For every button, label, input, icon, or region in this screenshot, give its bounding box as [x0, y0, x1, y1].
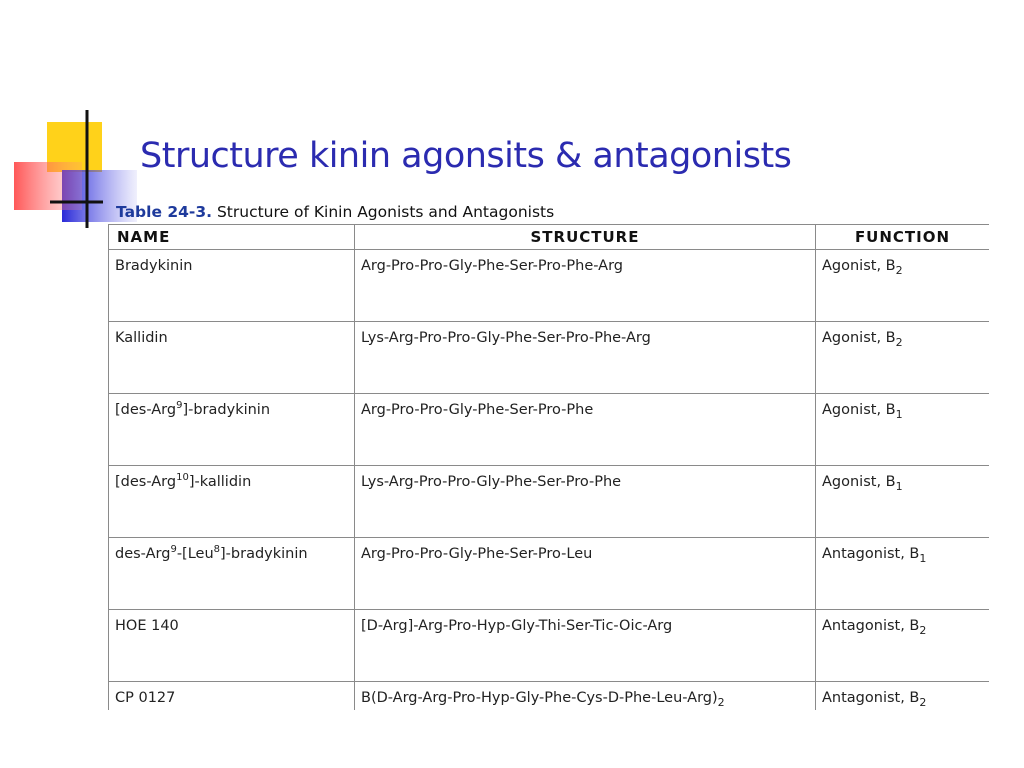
table-row: [109, 322, 990, 394]
kinin-table-container: [108, 224, 989, 710]
cell-name: [109, 682, 355, 711]
cell-name: [109, 322, 355, 394]
cell-function: [816, 250, 990, 322]
cell-structure: [355, 538, 816, 610]
cell-structure: [355, 250, 816, 322]
table-row: [109, 682, 990, 711]
name-text: Kallidin: [115, 330, 168, 346]
table-row: [109, 394, 990, 466]
function-text: Antagonist, B: [822, 618, 920, 634]
structure-text: B(D-Arg-Arg-Pro-Hyp-Gly-Phe-Cys-D-Phe-Leu-Arg): [361, 690, 718, 706]
table-row: [109, 538, 990, 610]
table-row: [109, 610, 990, 682]
cell-name: [109, 466, 355, 538]
slide-title: Structure kinin agonsits & antagonists: [140, 136, 792, 176]
cell-name: [109, 610, 355, 682]
cell-structure: [355, 682, 816, 711]
cell-structure: [355, 394, 816, 466]
cell-function: [816, 538, 990, 610]
name-text: HOE 140: [115, 618, 179, 634]
structure-subscript: 2: [717, 695, 725, 709]
table-row: [109, 250, 990, 322]
name-text: [des-Arg: [115, 474, 177, 490]
table-caption: [116, 203, 554, 221]
header-name: NAME: [109, 225, 355, 250]
header-function: FUNCTION: [816, 225, 990, 250]
cell-function: [816, 682, 990, 711]
table-caption-text: Structure of Kinin Agonists and Antagonists: [212, 203, 555, 221]
name-superscript: 9: [170, 544, 177, 556]
cell-name: [109, 250, 355, 322]
cell-function: [816, 322, 990, 394]
function-text: Agonist, B: [822, 474, 896, 490]
kinin-table: [108, 224, 989, 710]
structure-text: Arg-Pro-Pro-Gly-Phe-Ser-Pro-Phe-Arg: [361, 258, 624, 274]
name-superscript: 9: [176, 400, 183, 412]
cell-function: [816, 394, 990, 466]
structure-text: Arg-Pro-Pro-Gly-Phe-Ser-Pro-Phe: [361, 402, 594, 418]
cell-name: [109, 538, 355, 610]
table-row: [109, 466, 990, 538]
name-superscript: 8: [213, 544, 221, 556]
name-superscript: 10: [176, 472, 189, 484]
cell-function: [816, 466, 990, 538]
name-text: -[Leu: [176, 546, 214, 562]
name-text: ]-bradykinin: [182, 402, 271, 418]
cell-structure: [355, 466, 816, 538]
table-header-row: [109, 225, 990, 250]
function-subscript: 1: [919, 551, 927, 565]
header-structure: STRUCTURE: [355, 225, 816, 250]
cell-structure: [355, 610, 816, 682]
name-text: des-Arg: [115, 546, 171, 562]
structure-text: [D-Arg]-Arg-Pro-Hyp-Gly-Thi-Ser-Tic-Oic-Arg: [361, 618, 673, 634]
function-subscript: 1: [895, 407, 903, 421]
cell-structure: [355, 322, 816, 394]
function-subscript: 2: [919, 623, 927, 637]
function-subscript: 2: [895, 335, 903, 349]
name-text: ]-bradykinin: [220, 546, 308, 562]
cell-function: [816, 610, 990, 682]
structure-text: Lys-Arg-Pro-Pro-Gly-Phe-Ser-Pro-Phe: [361, 474, 622, 490]
name-text: Bradykinin: [115, 258, 193, 274]
function-subscript: 2: [895, 263, 903, 277]
structure-text: Lys-Arg-Pro-Pro-Gly-Phe-Ser-Pro-Phe-Arg: [361, 330, 651, 346]
table-caption-label: Table 24-3.: [116, 203, 213, 221]
function-text: Agonist, B: [822, 402, 896, 418]
function-subscript: 1: [895, 479, 903, 493]
name-text: CP 0127: [115, 690, 176, 706]
name-text: [des-Arg: [115, 402, 177, 418]
function-text: Antagonist, B: [822, 546, 920, 562]
function-text: Agonist, B: [822, 258, 896, 274]
cell-name: [109, 394, 355, 466]
structure-text: Arg-Pro-Pro-Gly-Phe-Ser-Pro-Leu: [361, 546, 593, 562]
name-text: ]-kallidin: [188, 474, 252, 490]
function-text: Antagonist, B: [822, 690, 920, 706]
function-subscript: 2: [919, 695, 927, 709]
function-text: Agonist, B: [822, 330, 896, 346]
